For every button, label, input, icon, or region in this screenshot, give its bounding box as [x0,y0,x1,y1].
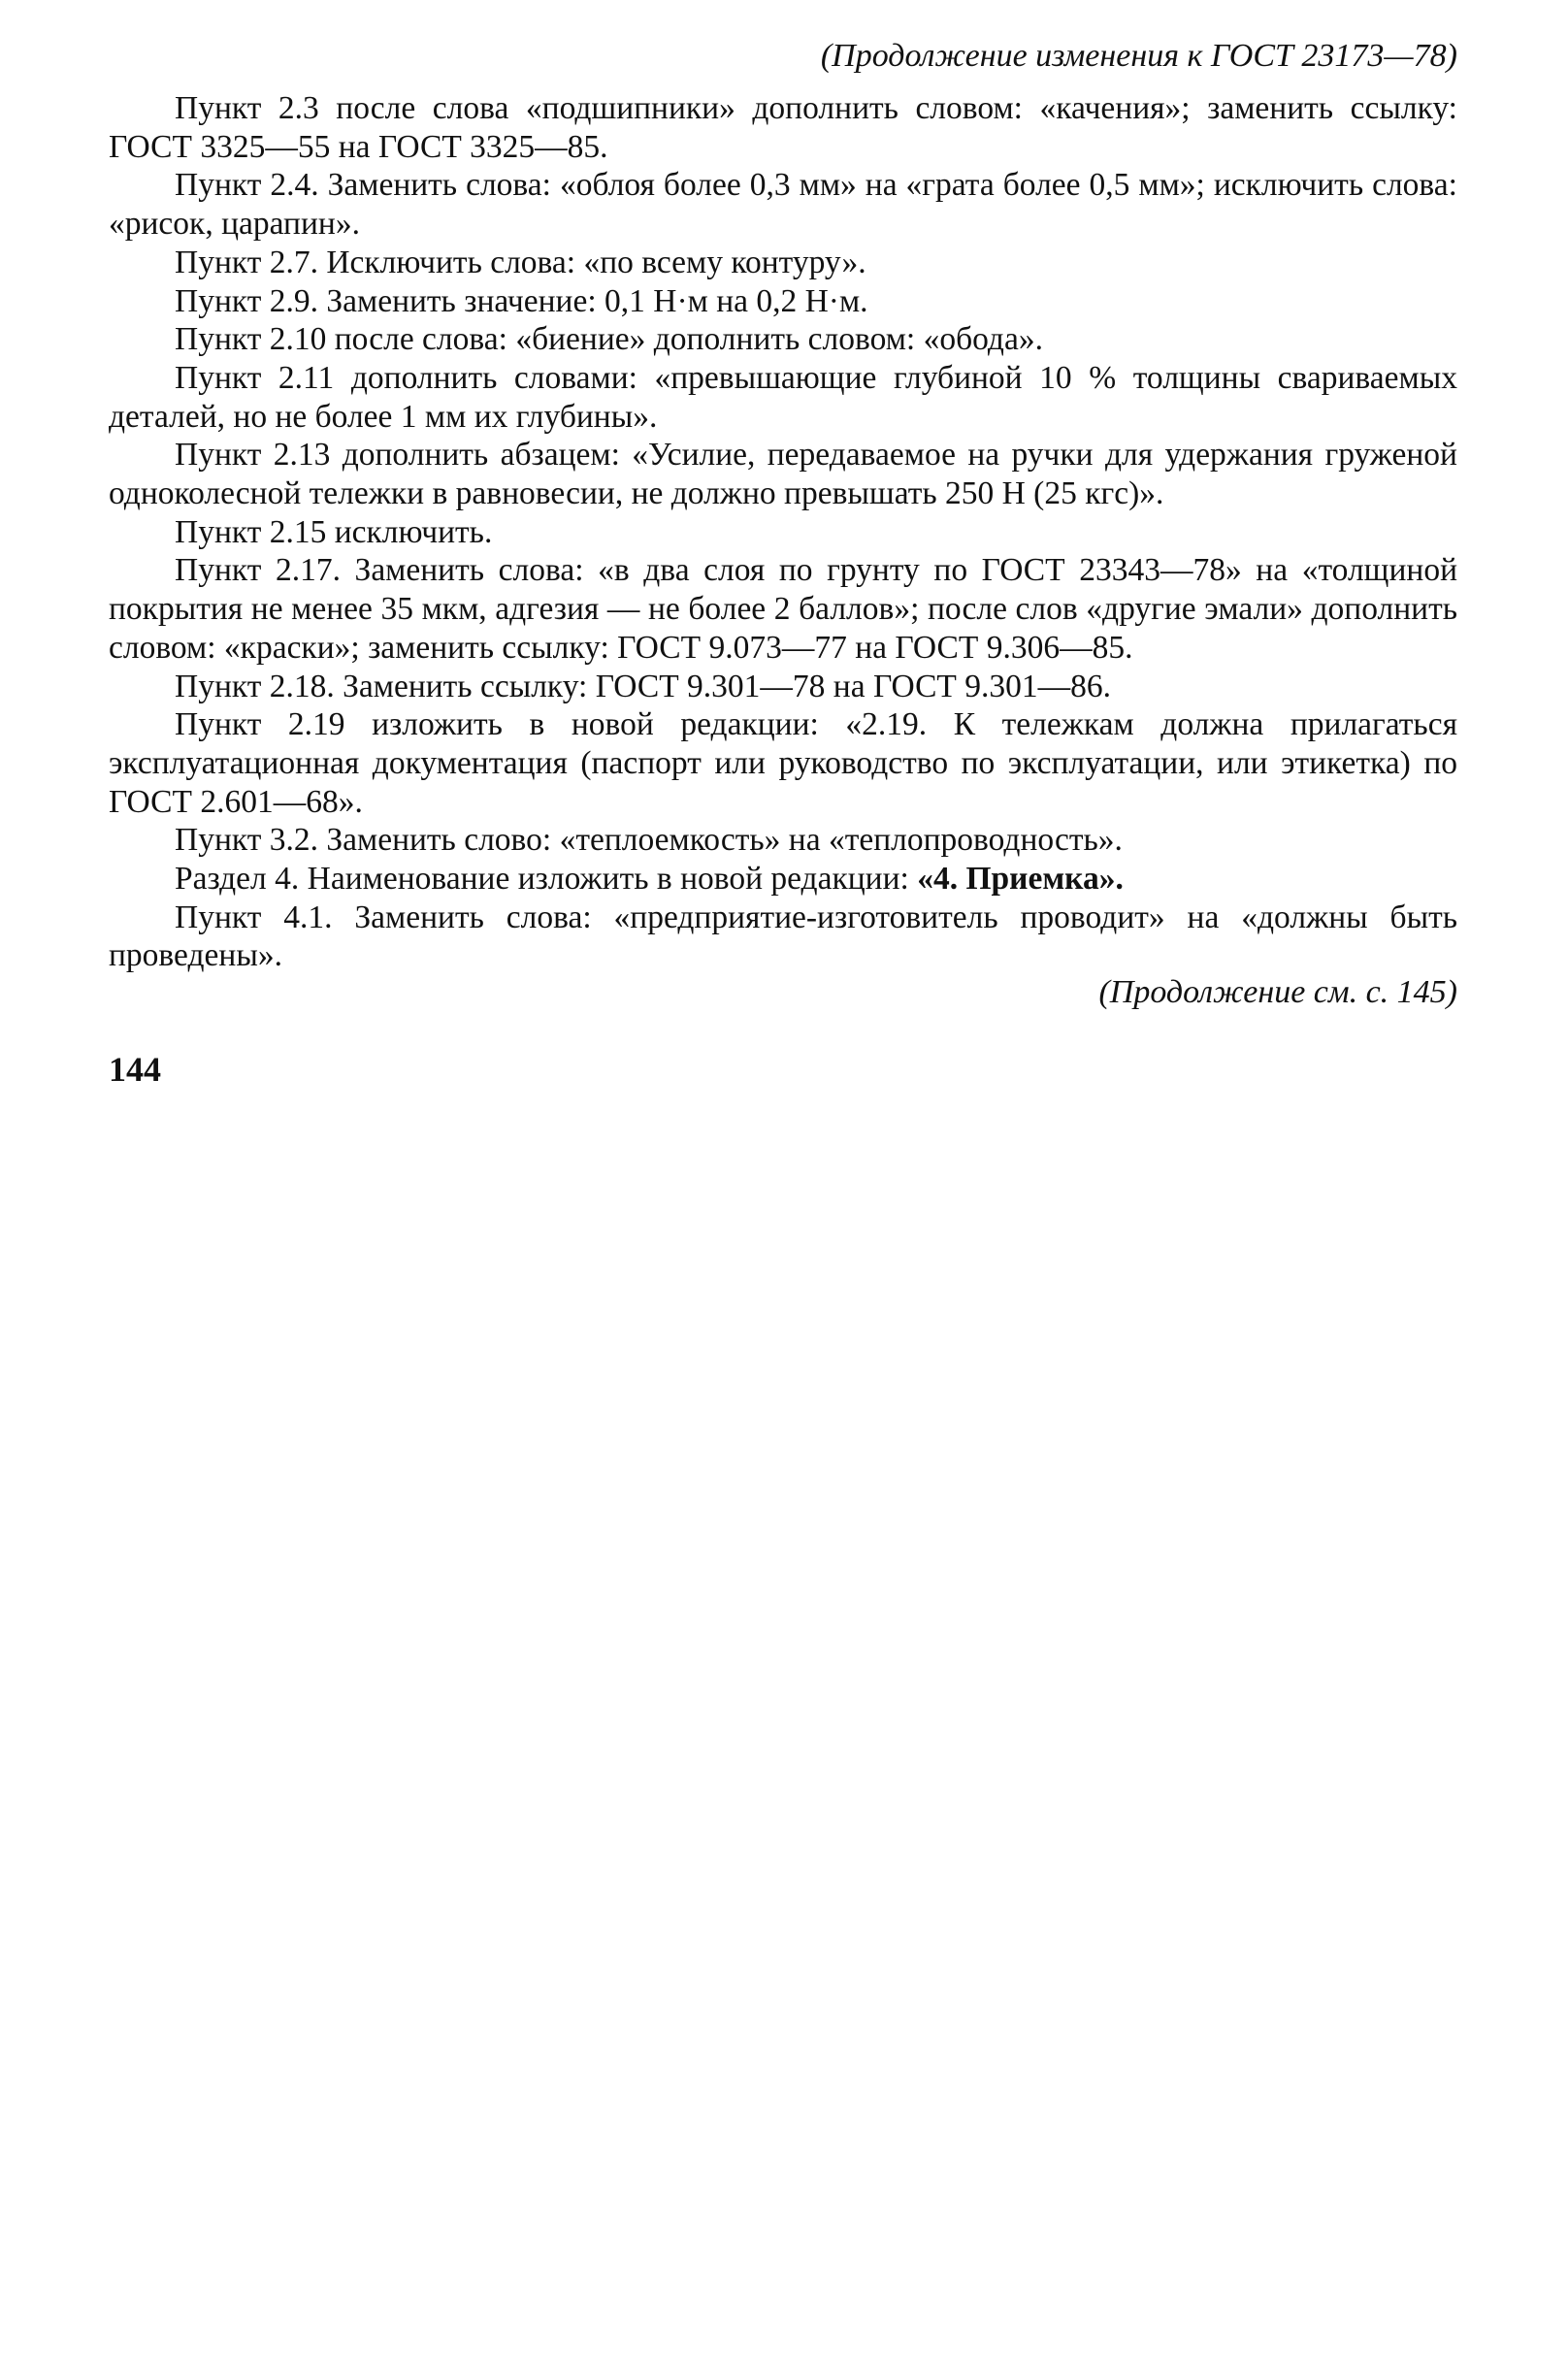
paragraph-4-1: Пункт 4.1. Заменить слова: «предприятие-изготовитель проводит» на «должны быть проведены». [109,899,1457,974]
paragraph-2-19: Пункт 2.19 изложить в новой редакции: «2.19. К тележкам должна прилагаться эксплуатационная документация (паспорт или руководство по эксплуатации, или этикетка) по ГОСТ 2.601—68». [109,706,1457,820]
amendment-body [109,89,1457,975]
paragraph-2-13: Пункт 2.13 дополнить абзацем: «Усилие, передаваемое на ручки для удержания груженой одноколесной тележки в равновесии, не должно превышать 250 Н (25 кгс)». [109,437,1457,512]
paragraph-2-17: Пункт 2.17. Заменить слова: «в два слоя по грунту по ГОСТ 23343—78» на «толщиной покрытия не менее 35 мкм, адгезия — не более 2 баллов»; после слов «другие эмали» дополнить словом: «краски»; заменить ссылку: ГОСТ 9.073—77 на ГОСТ 9.306—85. [109,552,1457,666]
continuation-header: (Продолжение изменения к ГОСТ 23173—78) [820,38,1457,74]
section-4-lead: Раздел 4. Наименование изложить в новой редакции: [175,861,918,898]
paragraph-2-10: Пункт 2.10 после слова: «биение» дополнить словом: «обода». [175,321,1043,358]
page-number: 144 [109,1050,161,1089]
paragraph-3-2: Пункт 3.2. Заменить слово: «теплоемкость» на «теплопроводность». [175,822,1123,859]
continuation-footer: (Продолжение см. с. 145) [1098,974,1457,1010]
paragraph-section-4 [109,860,1457,899]
paragraph-2-4: Пункт 2.4. Заменить слова: «облоя более 0,3 мм» на «грата более 0,5 мм»; исключить слова: «рисок, царапин». [109,167,1457,243]
paragraph-2-9: Пункт 2.9. Заменить значение: 0,1 Н·м на 0,2 Н·м. [175,282,868,319]
paragraph-2-3: Пункт 2.3 после слова «подшипники» дополнить словом: «качения»; заменить ссылку: ГОСТ 3325—55 на ГОСТ 3325—85. [109,90,1457,165]
paragraph-2-15: Пункт 2.15 исключить. [175,513,493,550]
paragraph-2-11: Пункт 2.11 дополнить словами: «превышающие глубиной 10 % толщины свариваемых деталей, но не более 1 мм их глубины». [109,359,1457,435]
paragraph-2-7: Пункт 2.7. Исключить слова: «по всему контуру». [175,244,866,280]
paragraph-2-18: Пункт 2.18. Заменить ссылку: ГОСТ 9.301—78 на ГОСТ 9.301—86. [175,668,1112,704]
section-4-title: «4. Приемка». [917,861,1124,898]
